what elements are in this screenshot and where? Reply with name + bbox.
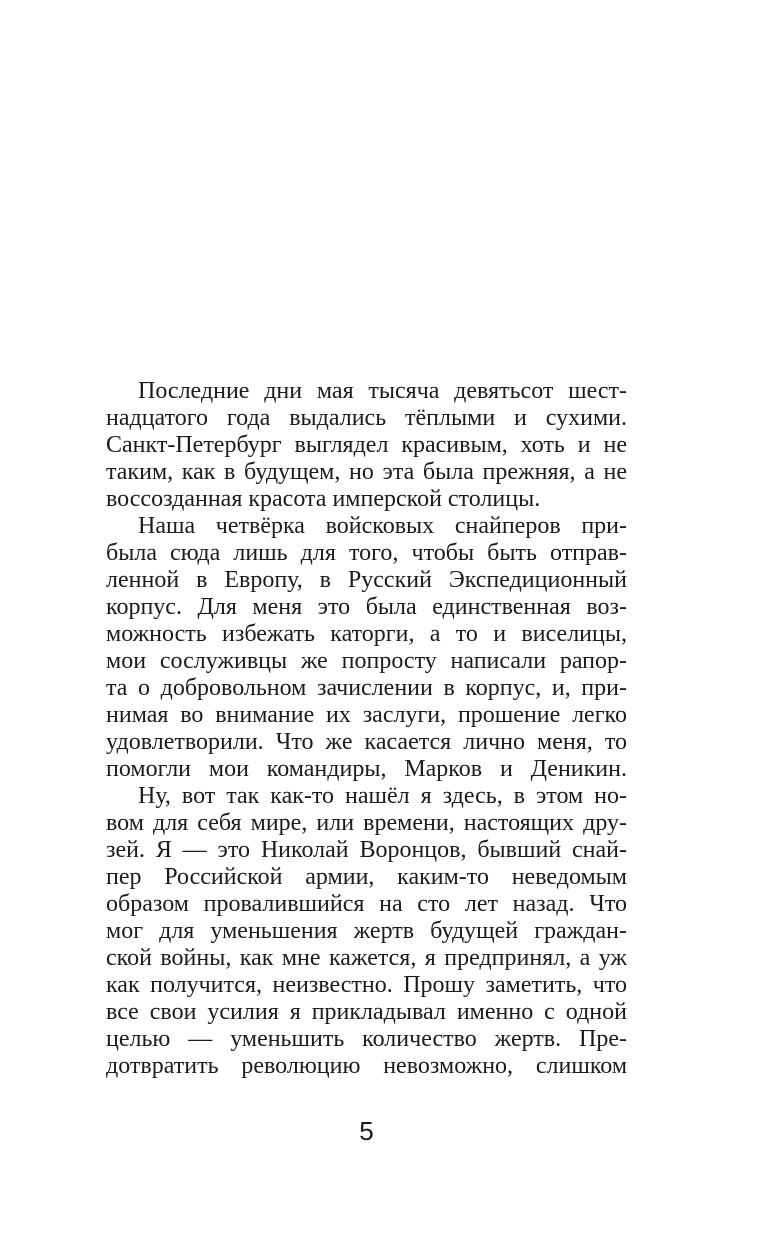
paragraph [106, 513, 627, 783]
text-line: ской войны, как мне кажется, я предпринял, а уж [106, 945, 627, 971]
text-line: мои сослуживцы же попросту написали рапор- [106, 648, 627, 674]
text-line: воссозданная красота имперской столицы. [106, 486, 541, 512]
body-text [106, 378, 627, 1080]
text-line: нимая во внимание их заслуги, прошение легко [106, 702, 627, 728]
text-line: таким, как в будущем, но эта была прежняя, а не [106, 459, 627, 485]
text-line: дотвратить революцию невозможно, слишком [106, 1053, 627, 1079]
text-line: Ну, вот так как-то нашёл я здесь, в этом но- [138, 783, 627, 809]
text-line: образом провалившийся на сто лет назад. Что [106, 891, 627, 917]
page-number: 5 [359, 1116, 374, 1146]
text-line: надцатого года выдались тёплыми и сухими. [106, 405, 627, 431]
text-line: можность избежать каторги, а то и виселицы, [106, 621, 627, 647]
text-line: целью — уменьшить количество жертв. Пре- [106, 1026, 627, 1052]
paragraph [106, 783, 627, 1080]
text-line: ленной в Европу, в Русский Экспедиционный [106, 567, 627, 593]
paragraph [106, 378, 627, 513]
text-line: пер Российской армии, каким-то неведомым [106, 864, 627, 890]
text-line: все свои усилия я прикладывал именно с одной [106, 999, 627, 1025]
text-line: Наша четвёрка войсковых снайперов при- [138, 513, 627, 539]
text-line: удовлетворили. Что же касается лично меня, то [106, 729, 627, 755]
text-line: вом для себя мире, или времени, настоящих дру- [106, 810, 627, 836]
text-line: мог для уменьшения жертв будущей граждан- [106, 918, 627, 944]
text-line: та о добровольном зачислении в корпус, и, при- [106, 675, 627, 701]
text-line: корпус. Для меня это была единственная воз- [106, 594, 627, 620]
text-line: Последние дни мая тысяча девятьсот шест- [138, 378, 627, 404]
text-line: Санкт-Петербург выглядел красивым, хоть и не [106, 432, 627, 458]
text-line: как получится, неизвестно. Прошу заметить, что [106, 972, 627, 998]
text-line: помогли мои командиры, Марков и Деникин. [106, 756, 627, 782]
text-line: была сюда лишь для того, чтобы быть отправ- [106, 540, 627, 566]
text-line: зей. Я — это Николай Воронцов, бывший снай- [106, 837, 627, 863]
